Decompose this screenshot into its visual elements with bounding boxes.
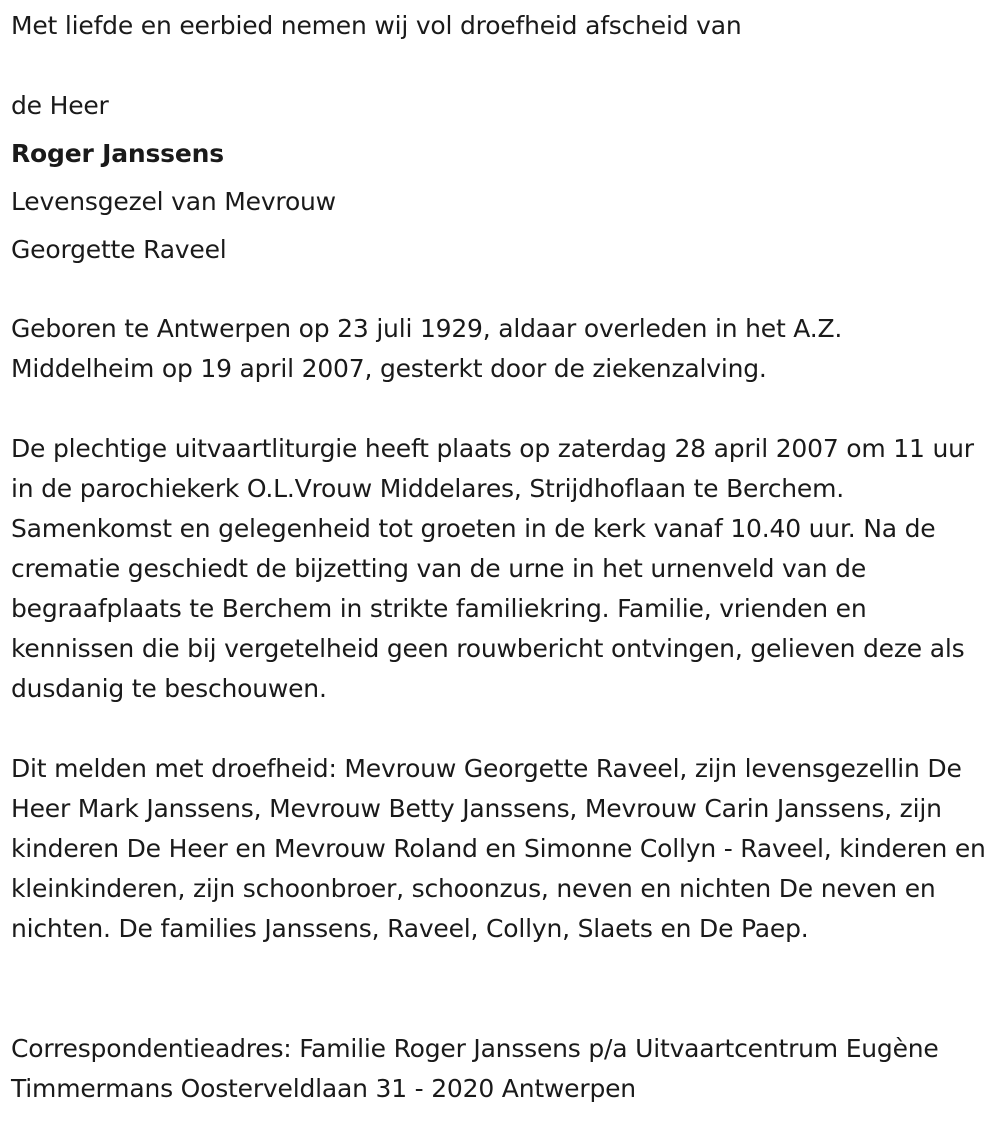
funeral-paragraph: De plechtige uitvaartliturgie heeft plaats op zaterdag 28 april 2007 om 11 uur in de parochiekerk O.L.Vrouw Middelares, Strijdhoflaan te Berchem. Samenkomst en gelegenheid tot groeten in de kerk vanaf 10.40 uur. Na de crematie geschiedt de bijzetting van de urne in het urnenveld van de begraafplaats te Berchem in strikte familiekring. Familie, vrienden en kennissen die bij vergetelheid geen rouwbericht ontvingen, gelieven deze als dusdanig te beschouwen. <box>11 434 974 703</box>
title-prefix: de Heer <box>11 91 109 120</box>
partner-name: Georgette Raveel <box>11 235 227 264</box>
mourners-paragraph: Dit melden met droefheid: Mevrouw Georgette Raveel, zijn levensgezellin De Heer Mark Janssens, Mevrouw Betty Janssens, Mevrouw Carin Janssens, zijn kinderen De Heer en Mevrouw Roland en Simonne Collyn - Raveel, kinderen en kleinkinderen, zijn schoonbroer, schoonzus, neven en nichten De neven en nichten. De families Janssens, Raveel, Collyn, Slaets en De Paep. <box>11 754 986 943</box>
correspondence-paragraph: Correspondentieadres: Familie Roger Janssens p/a Uitvaartcentrum Eugène Timmermans Oosterveldlaan 31 - 2020 Antwerpen <box>11 1034 939 1103</box>
deceased-name: Roger Janssens <box>11 139 224 168</box>
intro-text: Met liefde en eerbied nemen wij vol droefheid afscheid van <box>11 11 742 40</box>
partner-label: Levensgezel van Mevrouw <box>11 187 336 216</box>
birth-death-paragraph: Geboren te Antwerpen op 23 juli 1929, aldaar overleden in het A.Z. Middelheim op 19 april 2007, gesterkt door de ziekenzalving. <box>11 314 843 383</box>
